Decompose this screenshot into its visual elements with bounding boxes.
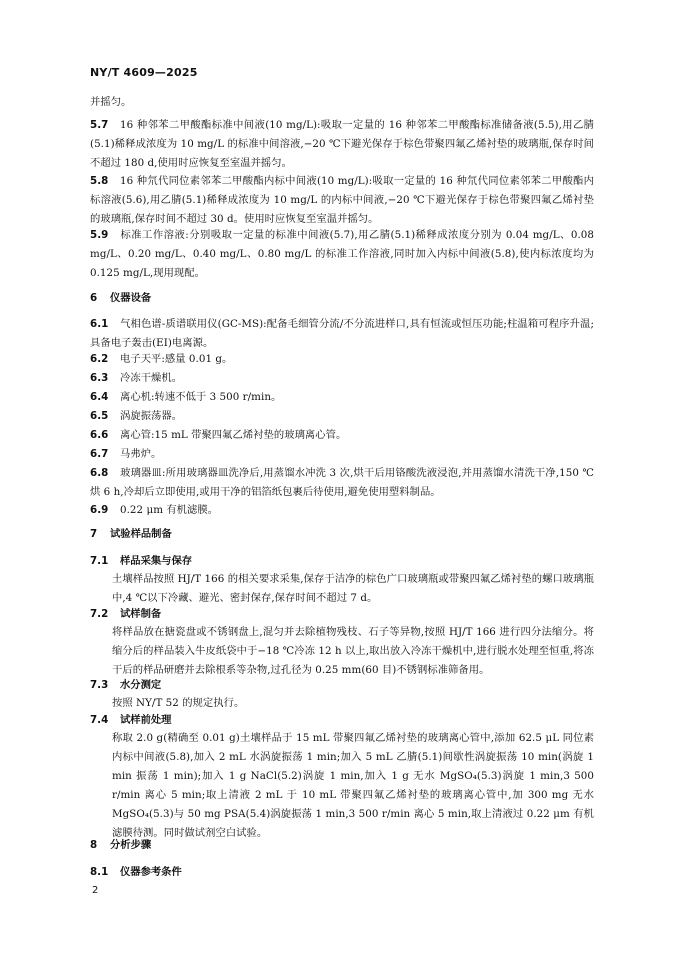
clause-6-8 [90,464,594,502]
clause-5-7 [90,116,594,173]
clause-number: 6.6 [90,429,109,441]
clause-6-2 [90,350,594,369]
clause-number: 6.2 [90,353,109,365]
section-8-heading [90,836,151,855]
standard-code-header: NY/T 4609—2025 [90,66,198,79]
subsection-title: 仪器参考条件 [120,866,182,878]
section-number: 6 [90,292,98,304]
clause-number: 5.8 [90,175,109,187]
clause-number: 6.5 [90,410,109,422]
clause-text: 马弗炉。 [120,448,162,460]
clause-number: 6.7 [90,448,109,460]
page-number: 2 [92,885,99,896]
subsection-7-4-heading [90,711,171,730]
clause-number: 5.9 [90,229,109,241]
clause-6-3 [90,369,594,388]
clause-6-5 [90,407,594,426]
clause-number: 6.3 [90,372,109,384]
clause-text: 涡旋振荡器。 [120,410,183,422]
section-title: 试验样品制备 [110,528,172,540]
clause-text: 离心管:15 mL 带聚四氟乙烯衬垫的玻璃离心管。 [120,429,347,441]
clause-6-6 [90,426,594,445]
clause-number: 6.4 [90,391,109,403]
subsection-title: 试样制备 [120,608,162,620]
clause-text: 冷冻干燥机。 [120,372,183,384]
subsection-number: 7.2 [90,608,109,620]
clause-6-1 [90,315,594,353]
section-7-heading [90,525,172,544]
subsection-number: 8.1 [90,866,109,878]
paragraph-text: 称取 2.0 g(精确至 0.01 g)土壤样品于 15 mL 带聚四氟乙烯衬垫的玻璃离心管中,添加 62.5 μL 同位素内标中间液(5.8),加入 2 mL 水涡旋振荡 1 min;加入 5 mL 乙腈(5.1)间歇性涡旋振荡 10 min(涡旋 1 min 振荡 1 min);加入 1 g NaCl(5.2)涡旋 1 min,加入 1 g 无水 MgSO₄(5.3)涡旋 1 min,3 500 r/min 离心 5 min;取上清液 2 mL 于 10 mL 带聚四氟乙烯衬垫的玻璃离心管中,加 300 mg 无水 MgSO₄(5.3)与 50 mg PSA(5.4)涡旋振荡 1 min,3 500 r/min 离心 5 min,取上清液过 0.22 μm 有机滤膜待测。同时做试剂空白试验。 [112,732,594,839]
clause-text: 玻璃器皿:所用玻璃器皿洗净后,用蒸馏水冲洗 3 次,烘干后用铬酸洗液浸泡,并用蒸馏水清洗干净,150 ℃烘 6 h,冷却后立即使用,或用干净的铝箔纸包裹后待使用,避免使用塑料制品。 [90,467,594,498]
clause-text: 电子天平:感量 0.01 g。 [120,353,233,365]
paragraph-text: 并摇匀。 [90,96,132,108]
subsection-title: 水分测定 [120,679,162,691]
clause-number: 6.9 [90,504,109,516]
section-title: 仪器设备 [110,292,152,304]
subsection-7-4-body [90,729,594,843]
section-title: 分析步骤 [110,839,152,851]
clause-5-8 [90,172,594,229]
clause-6-9 [90,501,594,520]
paragraph-text: 按照 NY/T 52 的规定执行。 [112,697,245,709]
subsection-title: 样品采集与保存 [120,555,193,567]
subsection-7-2-heading [90,605,161,624]
clause-6-7 [90,445,594,464]
subsection-7-1-heading [90,552,192,571]
section-number: 7 [90,528,98,540]
subsection-7-1-body [90,570,594,608]
paragraph-text: 将样品放在搪瓷盘或不锈钢盘上,混匀并去除植物残枝、石子等异物,按照 HJ/T 166 进行四分法缩分。将缩分后的样品装入牛皮纸袋中于−18 ℃冷冻 12 h 以上,取出放入冷冻干燥机中,进行脱水处理至恒重,将冻干后的样品研磨并去除根系等杂物,过孔径为 0.25 mm(60 目)不锈钢标准筛备用。 [112,626,594,676]
subsection-7-3-heading [90,676,161,695]
clause-text: 离心机:转速不低于 3 500 r/min。 [120,391,282,403]
subsection-8-1-heading [90,863,182,882]
paragraph-continued [90,93,594,112]
clause-number: 6.8 [90,467,109,479]
clause-5-9 [90,226,594,283]
clause-text: 0.22 μm 有机滤膜。 [120,504,219,516]
clause-number: 6.1 [90,318,109,330]
clause-text: 16 种氘代同位素邻苯二甲酸酯内标中间液(10 mg/L):吸取一定量的 16 种氘代同位素邻苯二甲酸酯内标溶液(5.6),用乙腈(5.1)稀释成浓度为 10 mg/L 的内标中间液,−20 ℃下避光保存于棕色带聚四氟乙烯衬垫的玻璃瓶,保存时间不超过 30 d。使用时应恢复至室温并摇匀。 [90,175,594,225]
subsection-number: 7.1 [90,555,109,567]
paragraph-text: 土壤样品按照 HJ/T 166 的相关要求采集,保存于洁净的棕色广口玻璃瓶或带聚四氟乙烯衬垫的螺口玻璃瓶中,4 ℃以下冷藏、避光、密封保存,保存时间不超过 7 d。 [112,573,594,604]
clause-text: 气相色谱-质谱联用仪(GC-MS):配备毛细管分流/不分流进样口,具有恒流或恒压功能;柱温箱可程序升温;具备电子轰击(EI)电离源。 [90,318,594,349]
subsection-number: 7.4 [90,714,109,726]
section-number: 8 [90,839,98,851]
clause-text: 16 种邻苯二甲酸酯标准中间液(10 mg/L):吸取一定量的 16 种邻苯二甲酸酯标准储备液(5.5),用乙腈(5.1)稀释成浓度为 10 mg/L 的标准中间溶液,−20 ℃下避光保存于棕色带聚四氟乙烯衬垫的玻璃瓶,保存时间不超过 180 d,使用时应恢复至室温并摇匀。 [90,119,594,169]
clause-text: 标准工作溶液:分别吸取一定量的标准中间液(5.7),用乙腈(5.1)稀释成浓度分别为 0.04 mg/L、0.08 mg/L、0.20 mg/L、0.40 mg/L、0.80 mg/L 的标准工作溶液,同时加入内标中间液(5.8),使内标浓度均为 0.125 mg/L,现用现配。 [90,229,594,279]
clause-number: 5.7 [90,119,109,131]
section-6-heading [90,289,151,308]
subsection-7-2-body [90,623,594,680]
clause-6-4 [90,388,594,407]
subsection-title: 试样前处理 [120,714,172,726]
subsection-number: 7.3 [90,679,109,691]
